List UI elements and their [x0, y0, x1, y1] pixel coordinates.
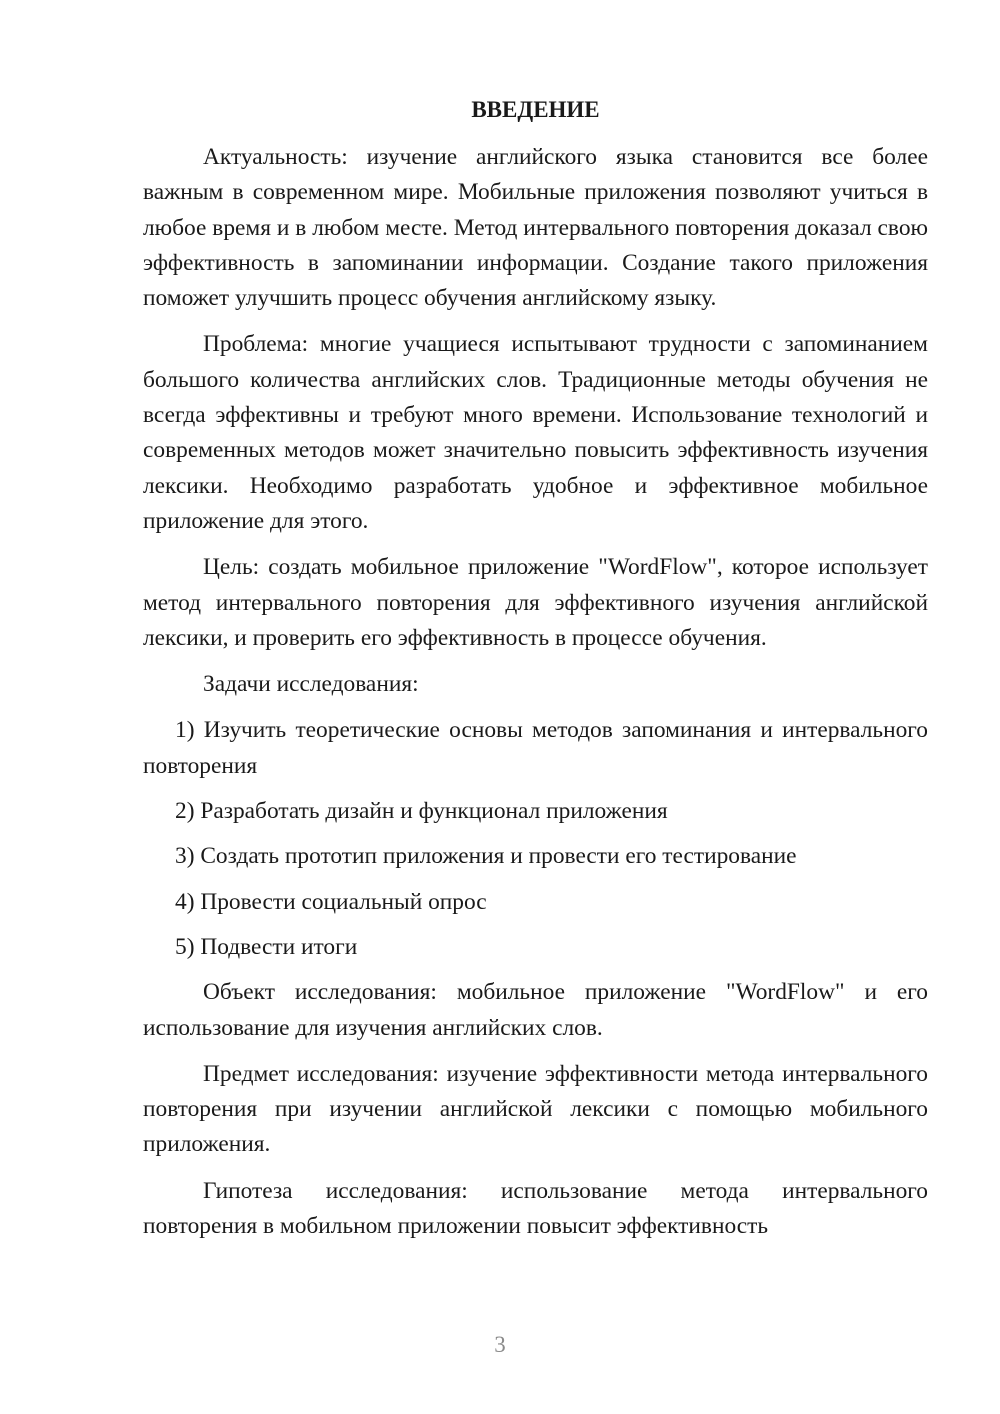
- tasks-list: [143, 713, 928, 965]
- paragraph-problem: Проблема: многие учащиеся испытывают трудности с запоминанием большого количества английских слов. Традиционные методы обучения не всегда эффективны и требуют много времени. Использование технологий и современных методов может значительно повысить эффективность изучения лексики. Необходимо разработать удобное и эффективное мобильное приложение для этого.: [143, 331, 928, 534]
- document-page: [143, 92, 928, 1255]
- paragraph-hypothesis: Гипотеза исследования: использование метода интервального повторения в мобильном приложении повысит эффективность: [143, 1177, 928, 1240]
- list-item: 4) Провести социальный опрос: [175, 888, 487, 915]
- list-item: 2) Разработать дизайн и функционал приложения: [175, 798, 668, 825]
- list-item: 1) Изучить теоретические основы методов запоминания и интервального повторения: [143, 717, 928, 779]
- paragraph-relevance: Актуальность: изучение английского языка становится все более важным в современном мире. Мобильные приложения позволяют учиться в любое время и в любом месте. Метод интервального повторения доказал свою эффективность в запоминании информации. Создание такого приложения поможет улучшить процесс обучения английскому языку.: [143, 144, 928, 312]
- list-item: 3) Создать прототип приложения и провести его тестирование: [175, 843, 797, 870]
- page-number: 3: [494, 1332, 506, 1357]
- list-item: 5) Подвести итоги: [175, 933, 358, 960]
- paragraph-object: Объект исследования: мобильное приложение "WordFlow" и его использование для изучения английских слов.: [143, 979, 928, 1041]
- paragraph-subject: Предмет исследования: изучение эффективности метода интервального повторения при изучении английской лексики с помощью мобильного приложения.: [143, 1060, 928, 1158]
- paragraph-goal: Цель: создать мобильное приложение "WordFlow", которое использует метод интервального повторения для эффективного изучения английской лексики, и проверить его эффективность в процессе обучения.: [143, 554, 928, 651]
- tasks-heading: Задачи исследования:: [203, 671, 419, 698]
- page-title: ВВЕДЕНИЕ: [471, 97, 600, 122]
